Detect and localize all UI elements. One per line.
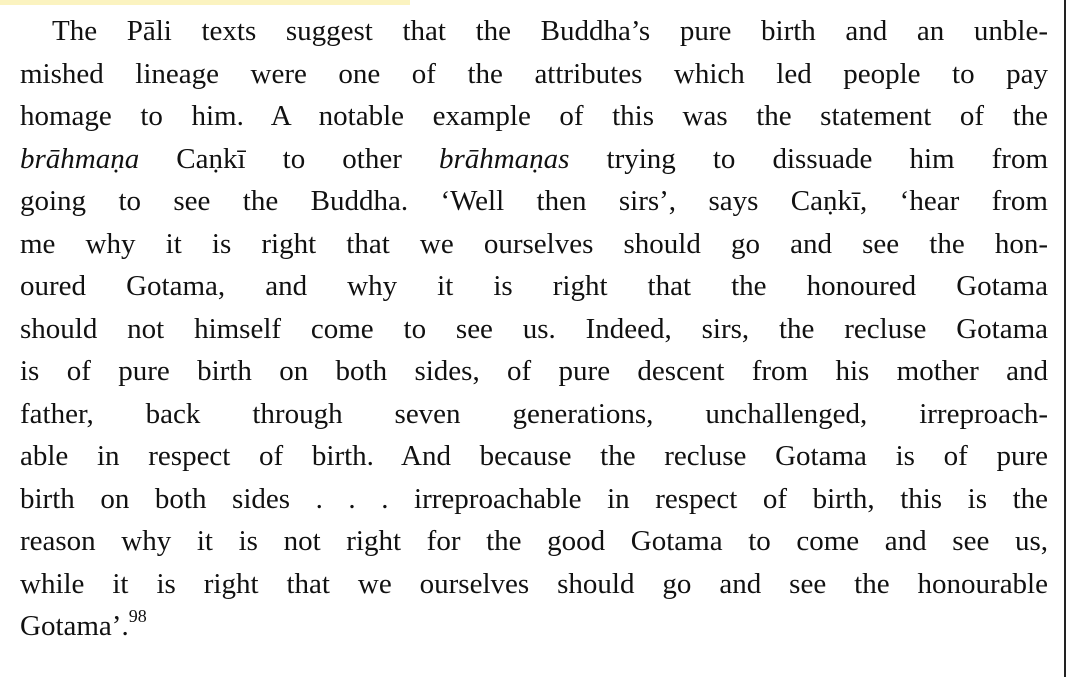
text-line [20, 563, 1048, 606]
italic-term: brāhmaṇas [438, 142, 570, 175]
text-segment: me why it is right that we ourselves should go and see the hon- [20, 227, 1048, 260]
text-page [20, 10, 1048, 648]
italic-term: brāhmaṇa [20, 142, 140, 175]
highlight-strip [0, 0, 410, 5]
text-line [20, 53, 1048, 96]
text-line [20, 138, 1048, 181]
text-segment: homage to him. A notable example of this was the statement of the [20, 100, 1048, 132]
text-line [20, 393, 1048, 436]
text-line [20, 605, 1048, 648]
footnote-marker: 98 [128, 606, 147, 627]
text-line [20, 10, 1048, 53]
text-line [20, 478, 1048, 521]
text-line [20, 350, 1048, 393]
text-line [20, 520, 1048, 563]
text-segment: trying to dissuade him from [569, 142, 1048, 175]
text-line [20, 265, 1048, 308]
text-segment: oured Gotama, and why it is right that the honoured Gotama [20, 270, 1048, 302]
text-segment: going to see the Buddha. ‘Well then sirs’, says Caṇkī, ‘hear from [20, 185, 1048, 217]
text-segment: able in respect of birth. And because the recluse Gotama is of pure [20, 440, 1048, 472]
text-line [20, 435, 1048, 478]
page-edge-rule [1064, 0, 1066, 677]
text-line [20, 95, 1048, 138]
body-paragraph [20, 10, 1048, 648]
text-segment: while it is right that we ourselves should go and see the honourable [20, 567, 1048, 600]
text-segment: reason why it is not right for the good Gotama to come and see us, [20, 525, 1048, 557]
text-line [20, 308, 1048, 351]
text-segment: is of pure birth on both sides, of pure descent from his mother and [20, 355, 1048, 387]
text-segment: Caṇkī to other [139, 142, 439, 175]
text-line [20, 180, 1048, 223]
text-line [20, 223, 1048, 266]
text-segment: birth on both sides . . . irreproachable in respect of birth, this is the [20, 482, 1048, 515]
text-segment: father, back through seven generations, unchallenged, irreproach- [20, 397, 1048, 430]
text-segment: mished lineage were one of the attributes which led people to pay [20, 57, 1048, 90]
text-segment: The Pāli texts suggest that the Buddha’s pure birth and an unble- [52, 15, 1048, 47]
text-segment: Gotama’. [20, 610, 129, 642]
text-segment: should not himself come to see us. Indeed, sirs, the recluse Gotama [20, 312, 1048, 345]
